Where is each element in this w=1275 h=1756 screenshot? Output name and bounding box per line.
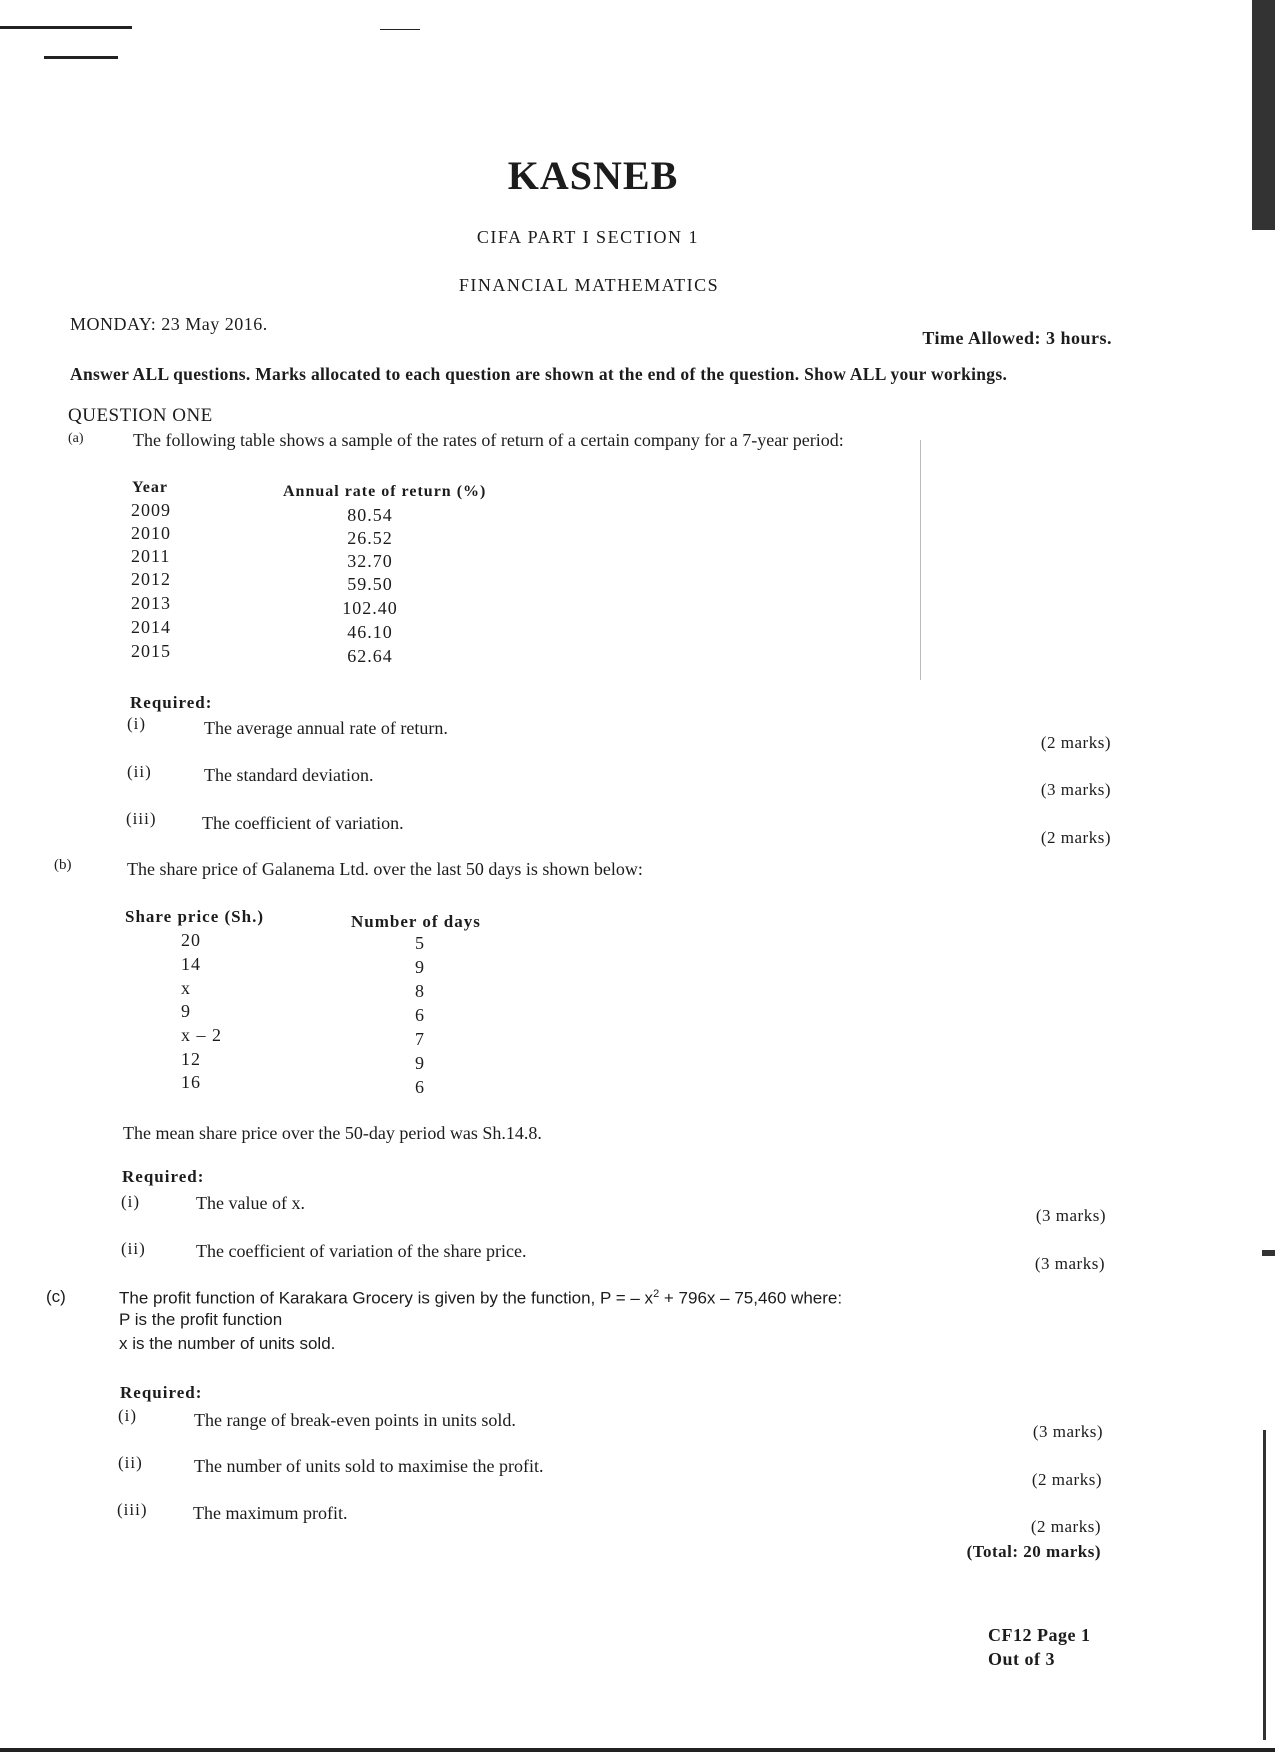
total-marks: (Total: 20 marks) — [966, 1542, 1101, 1561]
table-cell-rate: 46.10 — [347, 622, 393, 642]
part-c-required: Required: — [120, 1383, 203, 1402]
item-number: (i) — [127, 714, 147, 733]
table-cell-days: 7 — [415, 1029, 425, 1049]
table-cell-rate: 80.54 — [347, 505, 393, 525]
page-out-of: Out of 3 — [988, 1649, 1055, 1669]
table-cell-price: 20 — [181, 930, 201, 950]
table-cell-year: 2015 — [131, 641, 171, 661]
item-marks: (2 marks) — [1031, 1470, 1102, 1489]
scan-mark — [44, 56, 118, 59]
time-allowed: Time Allowed: 3 hours. — [922, 328, 1112, 348]
exam-date: MONDAY: 23 May 2016. — [70, 314, 268, 334]
item-text: The maximum profit. — [193, 1503, 348, 1523]
exponent: 2 — [653, 1288, 660, 1300]
scan-edge — [1263, 1430, 1266, 1740]
table-cell-days: 9 — [415, 1053, 425, 1073]
item-number: (ii) — [118, 1453, 143, 1472]
part-a-required: Required: — [130, 693, 213, 712]
part-b-mean-note: The mean share price over the 50-day period was Sh.14.8. — [123, 1123, 542, 1143]
part-b-intro: The share price of Galanema Ltd. over the last 50 days is shown below: — [127, 859, 643, 879]
table-cell-year: 2010 — [131, 523, 171, 543]
instructions: Answer ALL questions. Marks allocated to each question are shown at the end of the question. Show ALL your workings. — [70, 364, 1008, 384]
item-text: The range of break-even points in units sold. — [194, 1410, 516, 1430]
col-price-header: Share price (Sh.) — [125, 907, 264, 926]
table-cell-year: 2012 — [131, 569, 171, 589]
part-a-label: (a) — [68, 431, 84, 446]
col-year-header: Year — [132, 479, 168, 496]
scan-mark — [380, 29, 420, 30]
table-cell-year: 2014 — [131, 617, 171, 637]
table-cell-year: 2011 — [131, 546, 171, 566]
item-number: (iii) — [117, 1500, 148, 1519]
col-days-header: Number of days — [351, 912, 481, 931]
org-title: KASNEB — [507, 153, 679, 198]
question-title: QUESTION ONE — [68, 405, 213, 426]
profit-function-text-end: + 796x – 75,460 where: — [659, 1288, 843, 1308]
page-number: CF12 Page 1 — [988, 1625, 1091, 1645]
section-title: CIFA PART I SECTION 1 — [476, 227, 700, 247]
part-c-label: (c) — [46, 1287, 66, 1306]
scan-faint-line — [920, 440, 921, 680]
table-cell-price: 14 — [181, 954, 201, 974]
item-marks: (3 marks) — [1034, 1254, 1105, 1273]
table-cell-rate: 102.40 — [342, 598, 398, 618]
item-marks: (3 marks) — [1032, 1422, 1103, 1441]
table-cell-price: x — [181, 978, 191, 998]
item-marks: (3 marks) — [1035, 1206, 1106, 1225]
part-a-intro: The following table shows a sample of the rates of return of a certain company for a 7-year period: — [133, 430, 844, 450]
table-cell-days: 6 — [415, 1005, 425, 1025]
table-cell-year: 2009 — [131, 500, 171, 520]
item-text: The value of x. — [196, 1193, 305, 1213]
table-cell-price: 9 — [181, 1001, 191, 1021]
table-cell-days: 8 — [415, 981, 425, 1001]
scan-edge — [1252, 0, 1275, 230]
table-cell-rate: 59.50 — [347, 574, 393, 594]
item-text: The average annual rate of return. — [204, 718, 448, 738]
profit-function-text: The profit function of Karakara Grocery is given by the function, P = – x — [119, 1288, 654, 1308]
table-cell-days: 6 — [415, 1077, 425, 1097]
table-cell-rate: 26.52 — [347, 528, 393, 548]
col-rate-header: Annual rate of return (%) — [283, 483, 487, 500]
table-cell-price: 12 — [181, 1049, 201, 1069]
part-c-line3: x is the number of units sold. — [119, 1334, 336, 1353]
item-text: The coefficient of variation. — [202, 813, 404, 833]
item-number: (iii) — [126, 809, 157, 828]
part-b-label: (b) — [54, 857, 72, 873]
item-text: The standard deviation. — [204, 765, 374, 785]
item-marks: (2 marks) — [1030, 1517, 1101, 1536]
table-cell-year: 2013 — [131, 593, 171, 613]
item-number: (ii) — [127, 762, 152, 781]
item-number: (i) — [118, 1406, 138, 1425]
item-marks: (3 marks) — [1040, 780, 1111, 799]
table-cell-days: 5 — [415, 933, 425, 953]
scan-edge — [0, 1748, 1275, 1752]
part-c-line2: P is the profit function — [119, 1310, 283, 1329]
part-b-required: Required: — [122, 1167, 205, 1186]
scan-edge — [1262, 1250, 1275, 1256]
table-cell-rate: 32.70 — [347, 551, 393, 571]
table-cell-days: 9 — [415, 957, 425, 977]
item-marks: (2 marks) — [1040, 733, 1111, 752]
item-text: The number of units sold to maximise the profit. — [194, 1456, 544, 1476]
table-cell-price: x – 2 — [181, 1025, 222, 1045]
item-marks: (2 marks) — [1040, 828, 1111, 847]
scan-mark — [0, 26, 132, 29]
item-number: (i) — [121, 1192, 141, 1211]
table-cell-rate: 62.64 — [347, 646, 393, 666]
part-c-intro — [119, 1288, 842, 1309]
table-cell-price: 16 — [181, 1072, 201, 1092]
item-text: The coefficient of variation of the share price. — [196, 1241, 527, 1261]
subject-title: FINANCIAL MATHEMATICS — [458, 275, 720, 295]
item-number: (ii) — [121, 1239, 146, 1258]
